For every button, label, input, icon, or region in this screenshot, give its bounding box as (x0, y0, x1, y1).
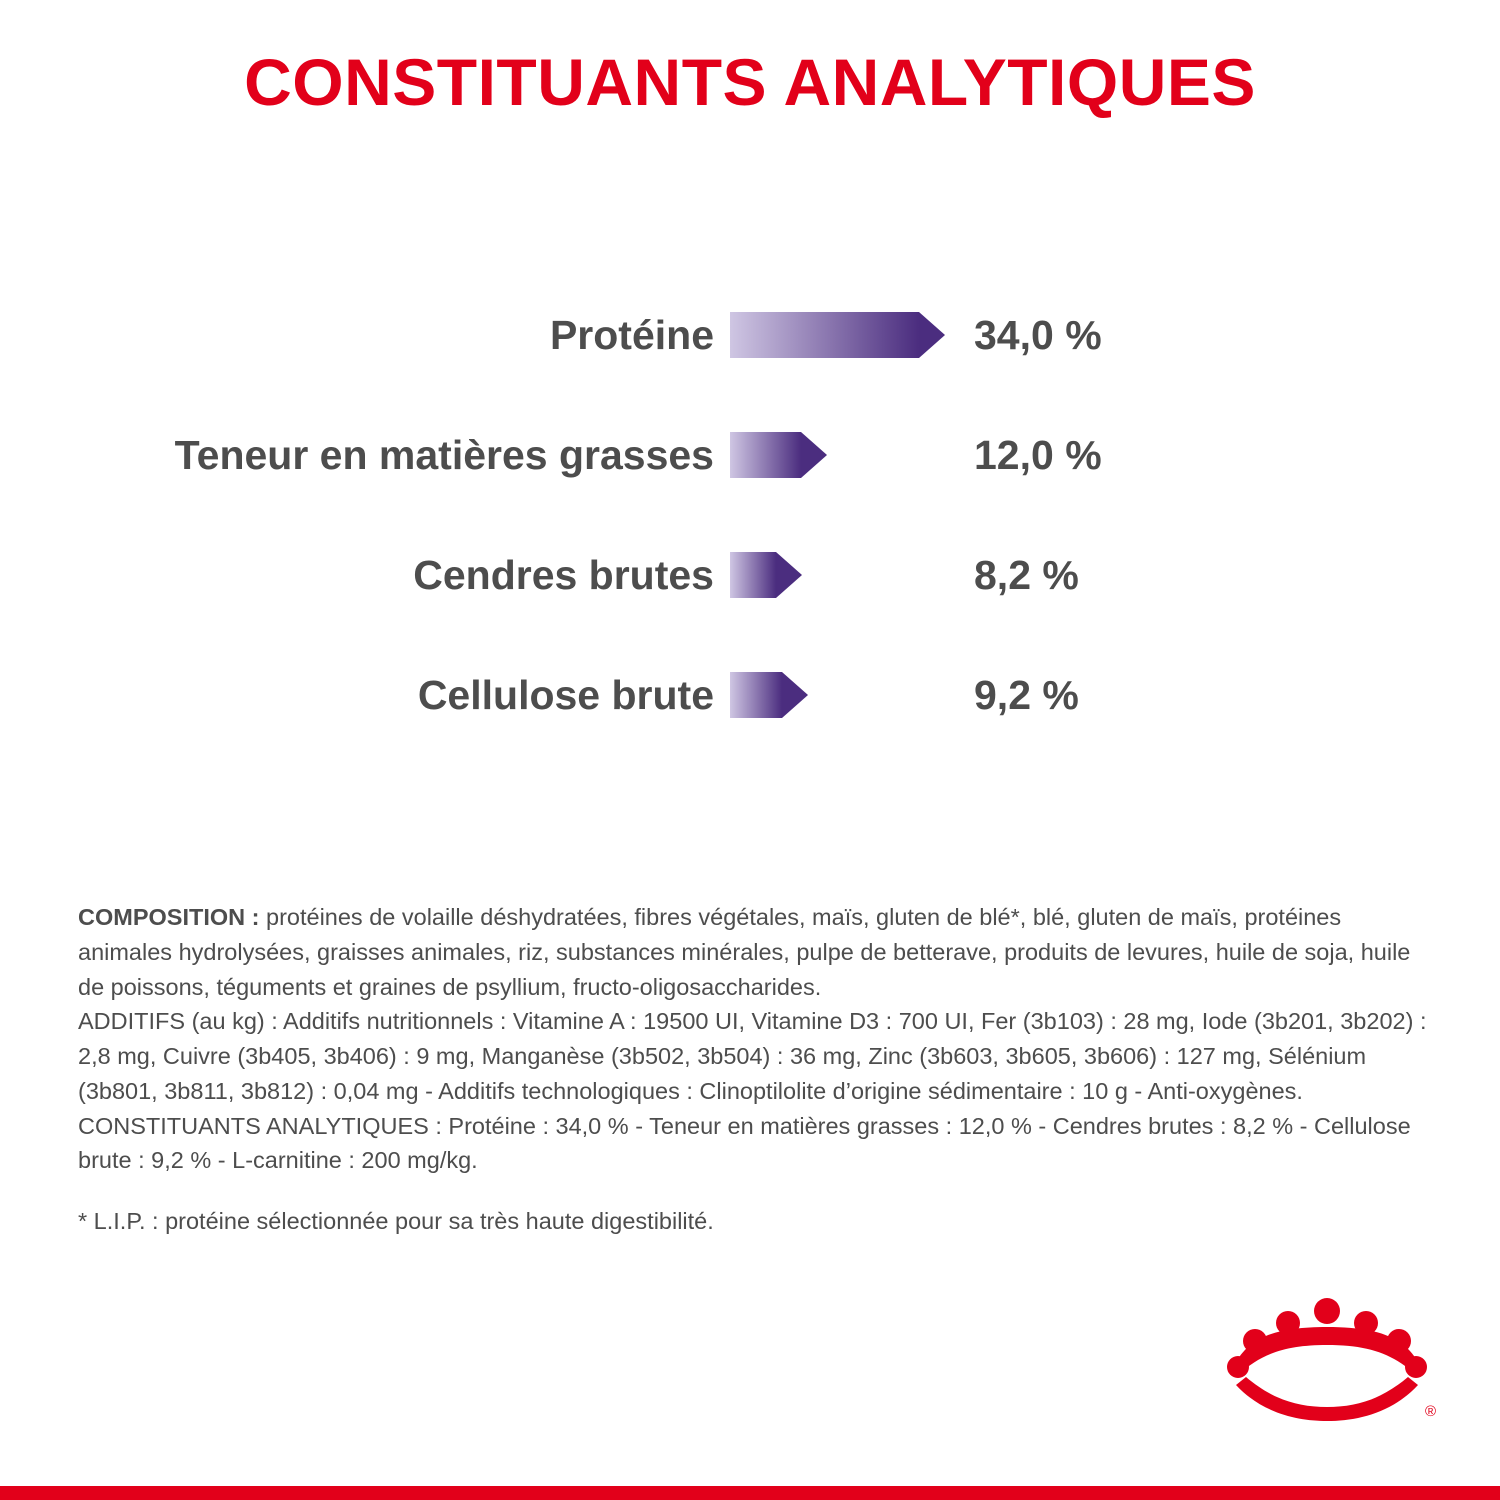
chart-row-label: Cellulose brute (417, 671, 714, 718)
chart-bar-body (730, 552, 776, 598)
chart-row (0, 395, 1500, 515)
chart-row (0, 275, 1500, 395)
additives-paragraph: ADDITIFS (au kg) : Additifs nutritionnels : Vitamine A : 19500 UI, Vitamine D3 : 700 UI, Fer (3b103) : 28 mg, Iode (3b201, 3b202) : 2,8 mg, Cuivre (3b405, 3b406) : 9 mg, Manganèse (3b502, 3b504) : 36 mg, Zinc (3b603, 3b605, 3b606) : 127 mg, Sélénium (3b801, 3b811, 3b812) : 0,04 mg - Additifs technologiques : Clinoptilolite d’origine sédimentaire : 10 g - Anti-oxygènes. (78, 1008, 1427, 1104)
registered-mark: ® (1424, 1403, 1436, 1420)
chart-row-value: 8,2 % (974, 551, 1079, 598)
chart-bar-body (730, 312, 919, 358)
composition-block (78, 900, 1428, 1239)
footnote: * L.I.P. : protéine sélectionnée pour sa très haute digestibilité. (78, 1208, 714, 1235)
chart-row (0, 635, 1500, 755)
chart-bar-tip (782, 672, 808, 718)
chart-row (0, 515, 1500, 635)
chart-bar-body (730, 672, 782, 718)
chart-bar (730, 432, 827, 478)
chart-bar (730, 672, 808, 718)
analytical-constituents-chart (0, 275, 1500, 755)
royal-canin-crown-logo (1222, 1297, 1436, 1422)
chart-bar-wrap (730, 672, 960, 718)
chart-bar (730, 552, 802, 598)
chart-row-value: 34,0 % (974, 311, 1102, 358)
chart-bar-tip (776, 552, 802, 598)
spacer (78, 1178, 1428, 1204)
composition-text: protéines de volaille déshydratées, fibres végétales, maïs, gluten de blé*, blé, gluten de maïs, protéines animales hydrolysées, graisses animales, riz, substances minérales, pulpe de betterave, produits de levures, huile de soja, huile de poissons, téguments et graines de psyllium, fructo-oligosaccharides. (78, 904, 1411, 1000)
chart-bar-wrap (730, 312, 960, 358)
chart-row-value: 12,0 % (974, 431, 1102, 478)
chart-row-value: 9,2 % (974, 671, 1079, 718)
chart-bar-body (730, 432, 801, 478)
chart-row-label: Cendres brutes (413, 551, 714, 598)
chart-bar-wrap (730, 552, 960, 598)
analytical-paragraph: CONSTITUANTS ANALYTIQUES : Protéine : 34,0 % - Teneur en matières grasses : 12,0 % - Cendres brutes : 8,2 % - Cellulose brute : 9,2 % - L-carnitine : 200 mg/kg. (78, 1112, 1411, 1174)
page-title: CONSTITUANTS ANALYTIQUES (244, 45, 1256, 119)
composition-label: COMPOSITION : (78, 904, 260, 930)
chart-bar (730, 312, 945, 358)
chart-row-label: Protéine (549, 311, 714, 358)
chart-bar-wrap (730, 432, 960, 478)
composition-paragraph (78, 900, 1428, 1004)
bottom-accent-bar (0, 1486, 1500, 1500)
chart-row-label: Teneur en matières grasses (174, 431, 714, 478)
chart-bar-tip (919, 312, 945, 358)
chart-bar-tip (801, 432, 827, 478)
